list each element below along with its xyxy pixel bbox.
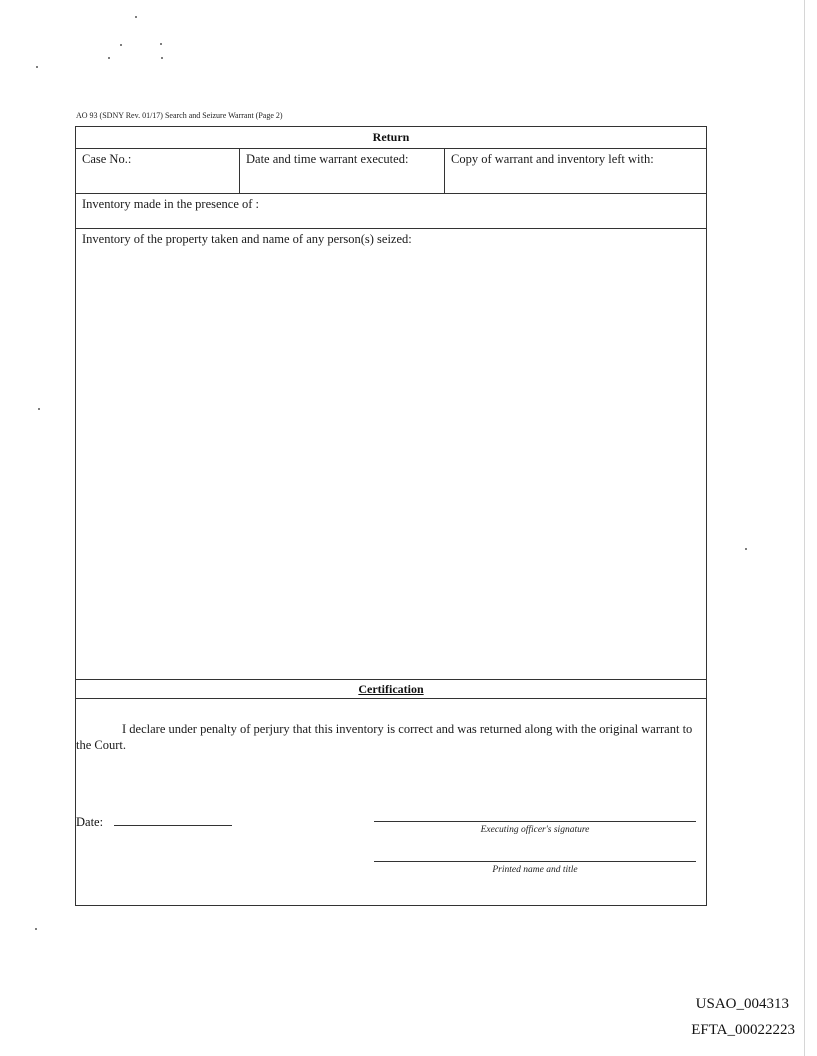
scan-speck	[108, 57, 110, 59]
efta-number: EFTA_00022223	[691, 1022, 795, 1038]
scan-speck	[36, 66, 38, 68]
presence-field[interactable]	[76, 194, 706, 229]
presence-label: Inventory made in the presence of :	[82, 197, 260, 211]
date-time-executed-field[interactable]	[240, 149, 445, 194]
scan-speck	[35, 928, 37, 930]
printed-name-caption: Printed name and title	[492, 865, 578, 875]
certification-header	[76, 679, 706, 699]
property-inventory-field[interactable]	[76, 229, 706, 679]
copy-left-with-label: Copy of warrant and inventory left with:	[451, 152, 654, 166]
scan-speck	[160, 43, 162, 45]
scan-speck	[161, 57, 163, 59]
officer-signature-caption: Executing officer's signature	[480, 825, 590, 835]
case-no-label: Case No.:	[82, 152, 132, 166]
certification-title: Certification	[358, 682, 424, 696]
bates-number: USAO_004313	[695, 996, 789, 1012]
scan-speck	[38, 408, 40, 410]
form-code: AO 93 (SDNY Rev. 01/17) Search and Seizure Warrant (Page 2)	[76, 111, 283, 120]
case-no-field[interactable]	[76, 149, 240, 194]
printed-name-line[interactable]	[374, 861, 696, 862]
officer-signature-line[interactable]	[374, 821, 696, 822]
scan-speck	[120, 44, 122, 46]
page-edge-line	[804, 0, 805, 1056]
property-inventory-label: Inventory of the property taken and name of any person(s) seized:	[82, 232, 412, 246]
date-signature-line[interactable]	[114, 825, 232, 826]
certification-declaration: I declare under penalty of perjury that this inventory is correct and was returned along with the original warrant to the Court.	[76, 722, 693, 752]
date-time-executed-label: Date and time warrant executed:	[246, 152, 409, 166]
copy-left-with-field[interactable]	[445, 149, 706, 194]
return-form	[75, 126, 707, 906]
scan-speck	[135, 16, 137, 18]
scan-speck	[745, 548, 747, 550]
return-title: Return	[76, 127, 706, 149]
date-label: Date:	[76, 815, 104, 829]
